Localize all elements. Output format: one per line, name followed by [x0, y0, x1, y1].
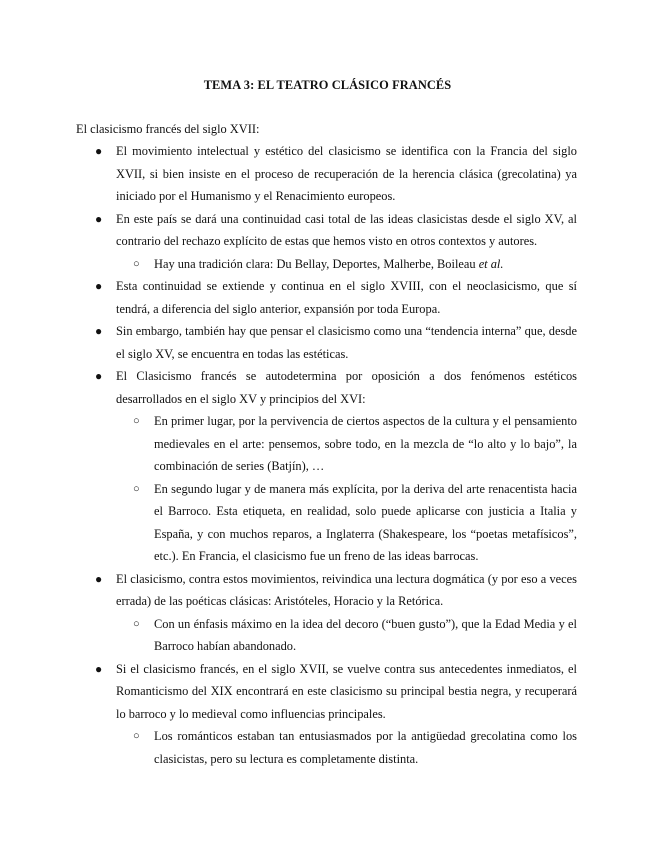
list-item	[95, 140, 577, 208]
sub-list-item	[133, 478, 577, 568]
list-item-text: En primer lugar, por la pervivencia de ciertos aspectos de la cultura y el pensamiento medievales en el arte: pensemos, sobre todo, en la mezcla de “lo alto y lo bajo”, la combinación de series (Batjín), …	[154, 414, 577, 473]
bullet-icon: ●	[95, 369, 103, 383]
list-item	[95, 365, 577, 410]
list-item-text: Sin embargo, también hay que pensar el clasicismo como una “tendencia interna” que, desde el siglo XV, se encuentra en todas las estéticas.	[116, 324, 577, 361]
list-item	[95, 275, 577, 320]
bullet-icon: ●	[95, 144, 103, 158]
list-item-text: Hay una tradición clara: Du Bellay, Deportes, Malherbe, Boileau	[154, 256, 479, 271]
hollow-bullet-icon: ○	[133, 482, 140, 495]
intro-line: El clasicismo francés del siglo XVII:	[76, 122, 260, 136]
et-al-italic: et al.	[478, 256, 504, 271]
list-item	[95, 208, 577, 253]
bullet-icon: ●	[95, 324, 103, 338]
list-item	[95, 568, 577, 613]
list-item-text: Los románticos estaban tan entusiasmados por la antigüedad grecolatina como los clasicistas, pero su lectura es completamente distinta.	[154, 729, 577, 766]
list-item-text: En segundo lugar y de manera más explícita, por la deriva del arte renacentista hacia el Barroco. Esta etiqueta, en realidad, solo puede aplicarse con justicia a Italia y España, y con muchos reparos, a Inglaterra (Shakespeare, los “poetas metafísicos”, etc.). En Francia, el clasicismo fue un freno de las ideas barrocas.	[154, 481, 577, 563]
bullet-icon: ●	[95, 211, 103, 226]
bullet-icon: ●	[95, 571, 103, 586]
bullet-icon: ●	[95, 661, 103, 676]
list-item-text: Con un énfasis máximo en la idea del decoro (“buen gusto”), que la Edad Media y el Barroco habían abandonado.	[154, 616, 577, 653]
hollow-bullet-icon: ○	[133, 617, 140, 630]
bullet-list	[0, 140, 655, 770]
page-title: TEMA 3: EL TEATRO CLÁSICO FRANCÉS	[203, 78, 452, 92]
sub-list-item	[133, 253, 577, 276]
bullet-icon: ●	[95, 279, 103, 293]
list-item	[95, 658, 577, 726]
list-item-text: El Clasicismo francés se autodetermina por oposición a dos fenómenos estéticos desarrollados en el siglo XV y principios del XVI:	[116, 369, 577, 406]
sub-list-item	[133, 613, 577, 658]
hollow-bullet-icon: ○	[133, 415, 140, 427]
list-item-text: En este país se dará una continuidad casi total de las ideas clasicistas desde el siglo XV, al contrario del rechazo explícito de estas que hemos visto en otros contextos y autores.	[116, 211, 577, 248]
hollow-bullet-icon: ○	[133, 257, 140, 270]
list-item-text: El clasicismo, contra estos movimientos, reivindica una lectura dogmática (y por eso a veces errada) de las poéticas clásicas: Aristóteles, Horacio y la Retórica.	[116, 571, 577, 608]
list-item-text: El movimiento intelectual y estético del clasicismo se identifica con la Francia del siglo XVII, si bien insiste en el proceso de recuperación de la herencia clásica (grecolatina) ya iniciado por el Humanismo y el Renacimiento europeos.	[116, 144, 577, 203]
hollow-bullet-icon: ○	[133, 730, 140, 742]
sub-list-item	[133, 725, 577, 770]
list-item-text: Si el clasicismo francés, en el siglo XVII, se vuelve contra sus antecedentes inmediatos, el Romanticismo del XIX encontrará en este clasicismo su principal bestia negra, y recuperará lo barroco y lo medieval como influencias principales.	[116, 661, 577, 721]
list-item	[95, 320, 577, 365]
sub-list-item	[133, 410, 577, 478]
list-item-text: Esta continuidad se extiende y continua en el siglo XVIII, con el neoclasicismo, que sí tendrá, a diferencia del siglo anterior, expansión por toda Europa.	[116, 279, 577, 316]
